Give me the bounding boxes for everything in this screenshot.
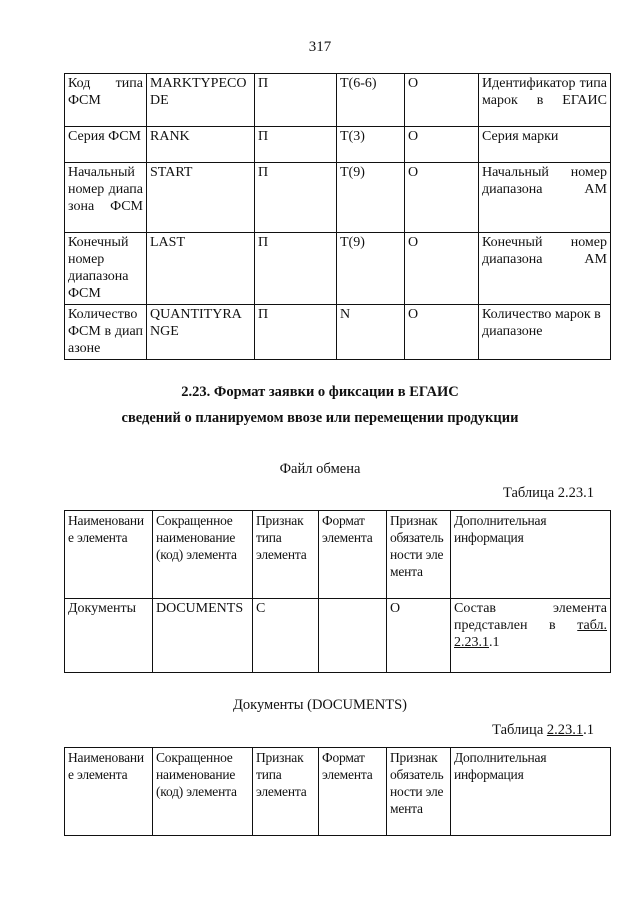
cell-code: LAST — [147, 233, 255, 305]
header-name: Наименование элемента — [65, 748, 153, 836]
header-format: Формат элемента — [319, 511, 387, 599]
cell-format: Т(6-6) — [337, 74, 405, 127]
cell-name: Документы — [65, 599, 153, 673]
table-row — [65, 599, 611, 673]
top-table — [64, 73, 611, 360]
cell-sign: П — [255, 127, 337, 163]
cell-sign: П — [255, 74, 337, 127]
exchange-file-caption: Файл обмена — [279, 461, 361, 477]
cell-sign: П — [255, 233, 337, 305]
cell-code: DOCUMENTS — [153, 599, 253, 673]
header-req: Признак обязательности элемента — [387, 748, 451, 836]
cell-sign: П — [255, 305, 337, 360]
cell-format: Т(9) — [337, 163, 405, 233]
cell-req: О — [405, 233, 479, 305]
cell-info: Количество марок в диапазоне — [479, 305, 611, 360]
exchange-file-table — [64, 510, 611, 673]
cell-name: Серия ФСМ — [65, 127, 147, 163]
header-code: Сокращенное наименование (код) элемента — [153, 748, 253, 836]
cell-format: N — [337, 305, 405, 360]
cell-info: Конечный номер диапазона АМ — [479, 233, 611, 305]
cell-req: О — [405, 74, 479, 127]
table-header-row — [65, 748, 611, 836]
table-row — [65, 127, 611, 163]
documents-table-label — [492, 722, 594, 739]
table-label: Таблица 2.23.1 — [502, 485, 594, 501]
header-req: Признак обязательности элемента — [387, 511, 451, 599]
cell-req: О — [405, 163, 479, 233]
table-row — [65, 74, 611, 127]
cell-format: Т(9) — [337, 233, 405, 305]
section-subtitle: сведений о планируемом ввозе или перемещении продукции — [121, 410, 519, 426]
header-code: Сокращенное наименование (код) элемента — [153, 511, 253, 599]
table-label-link[interactable]: 2.23.1 — [546, 722, 584, 738]
cell-format — [319, 599, 387, 673]
info-suffix: .1 — [489, 635, 500, 650]
section-title: 2.23. Формат заявки о фиксации в ЕГАИС — [181, 384, 459, 400]
header-format: Формат элемента — [319, 748, 387, 836]
cell-code: MARKTYPECODE — [147, 74, 255, 127]
documents-table — [64, 747, 611, 836]
header-sign: Признак типа элемента — [253, 511, 319, 599]
header-info: Дополнительная информация — [451, 748, 611, 836]
cell-sign: С — [253, 599, 319, 673]
table-reference-link[interactable]: табл. 2.23.1 — [454, 618, 608, 650]
cell-name: Конечный номер диапазона ФСМ — [65, 233, 147, 305]
cell-code: RANK — [147, 127, 255, 163]
header-sign: Признак типа элемента — [253, 748, 319, 836]
cell-req: О — [387, 599, 451, 673]
header-name: Наименование элемента — [65, 511, 153, 599]
cell-req: О — [405, 305, 479, 360]
cell-name: Количество ФСМ в диапазоне — [65, 305, 147, 360]
table-row — [65, 305, 611, 360]
cell-code: START — [147, 163, 255, 233]
documents-caption: Документы (DOCUMENTS) — [233, 697, 407, 713]
info-text: Состав элемента представлен в — [454, 601, 607, 633]
table-row — [65, 163, 611, 233]
cell-format: Т(3) — [337, 127, 405, 163]
table-label-suffix: .1 — [583, 722, 594, 738]
cell-info: Идентификатор типа марок в ЕГАИС — [479, 74, 611, 127]
table-row — [65, 233, 611, 305]
cell-name: Начальный номер диапазона ФСМ — [65, 163, 147, 233]
table-label-prefix: Таблица — [492, 722, 544, 738]
header-info: Дополнительная информация — [451, 511, 611, 599]
cell-info — [451, 599, 611, 673]
page-number: 317 — [308, 39, 332, 55]
cell-info: Начальный номер диапазона АМ — [479, 163, 611, 233]
table-header-row — [65, 511, 611, 599]
cell-req: О — [405, 127, 479, 163]
cell-info: Серия марки — [479, 127, 611, 163]
cell-sign: П — [255, 163, 337, 233]
cell-name: Код типа ФСМ — [65, 74, 147, 127]
cell-code: QUANTITYRANGE — [147, 305, 255, 360]
